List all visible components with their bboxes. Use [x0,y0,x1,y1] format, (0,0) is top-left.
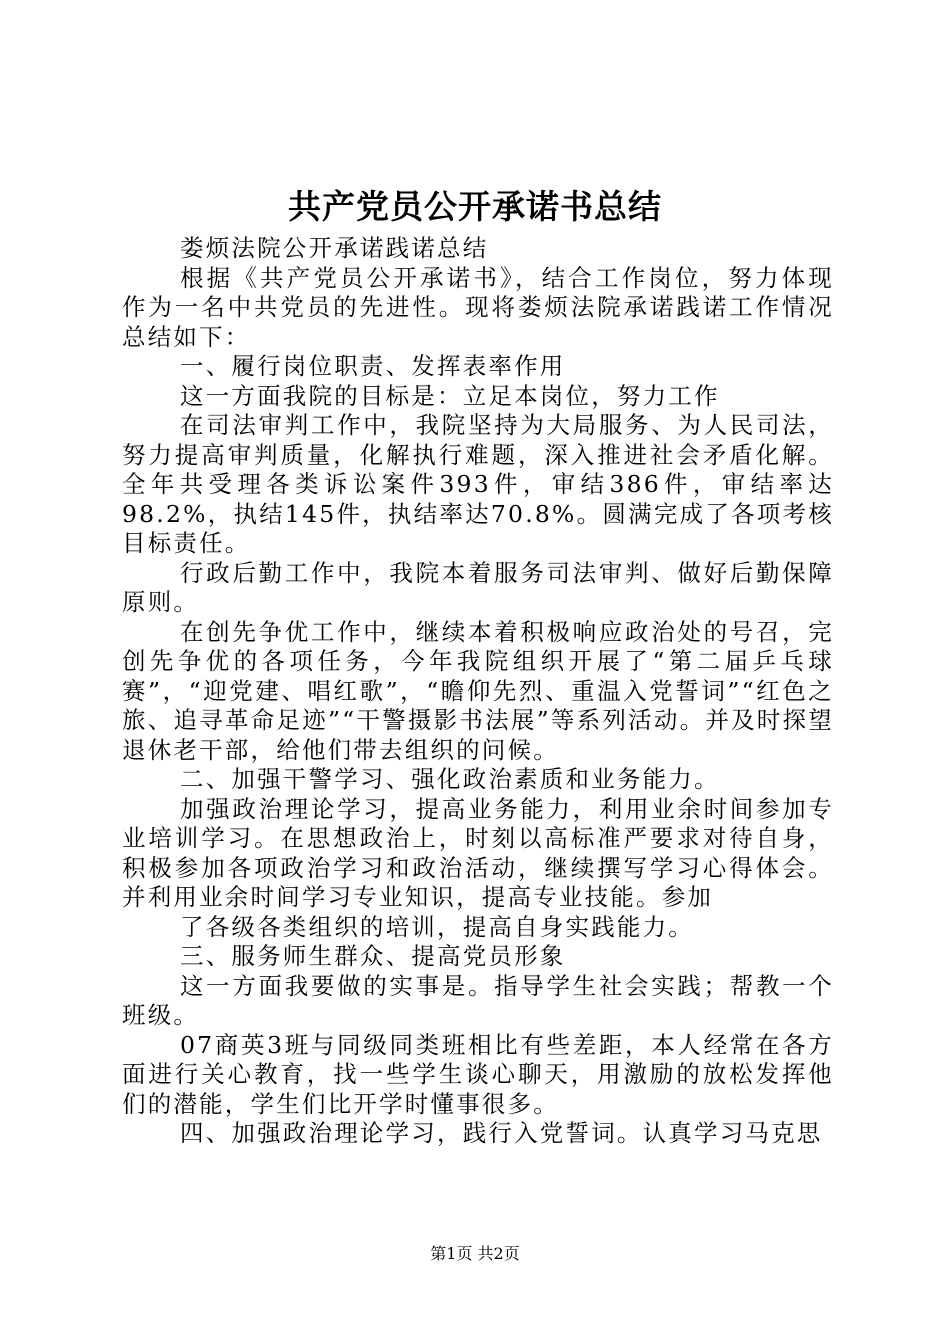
section-heading: 一、履行岗位职责、发挥表率作用 [180,352,566,380]
section-heading: 二、加强干警学习、强化政治素质和业务能力。 [180,765,720,793]
paragraph: 这一方面我院的目标是：立足本岗位，努力工作 [180,381,720,410]
paragraph: 在司法审判工作中，我院坚持为大局服务、为人民司法，努力提高审判质量，化解执行难题，深入推进社会矛盾化解。全年共受理各类诉讼案件393件，审结386件，审结率达98.2%，执结145件，执结率达70.8%。圆满完成了各项考核目标责任。 [122,411,834,557]
paragraph: 行政后勤工作中，我院本着服务司法审判、做好后勤保障原则。 [122,558,834,616]
paragraph: 在创先争优工作中，继续本着积极响应政治处的号召，完创先争优的各项任务，今年我院组织开展了“第二届乒乓球赛”，“迎党建、唱红歌”，“瞻仰先烈、重温入党誓词”“红色之旅、追寻革命足迹”“干警摄影书法展”等系列活动。并及时探望退休老干部，给他们带去组织的问候。 [122,617,834,764]
paragraph: 娄烦法院公开承诺践诺总结 [180,234,489,262]
section-heading: 四、加强政治理论学习，践行入党誓词。认真学习马克思 [180,1119,823,1147]
paragraph: 了各级各类组织的培训，提高自身实践能力。 [180,912,694,941]
paragraph: 这一方面我要做的实事是。指导学生社会实践；帮教一个班级。 [122,971,834,1029]
document-title: 共产党员公开承诺书总结 [288,187,662,226]
section-heading: 三、服务师生群众、提高党员形象 [180,942,566,970]
paragraph: 加强政治理论学习，提高业务能力，利用业余时间参加专业培训学习。在思想政治上，时刻以高标准严要求对待自身，积极参加各项政治学习和政治活动，继续撰写学习心得体会。并利用业余时间学习专业知识，提高专业技能。参加 [122,794,834,911]
paragraph: 07商英3班与同级同类班相比有些差距，本人经常在各方面进行关心教育，找一些学生谈心聊天，用激励的放松发挥他们的潜能，学生们比开学时懂事很多。 [122,1030,834,1118]
document-body [122,234,834,1149]
page-number-footer: 第1页 共2页 [430,1244,520,1263]
paragraph: 根据《共产党员公开承诺书》，结合工作岗位，努力体现作为一名中共党员的先进性。现将娄烦法院承诺践诺工作情况总结如下： [122,263,834,351]
